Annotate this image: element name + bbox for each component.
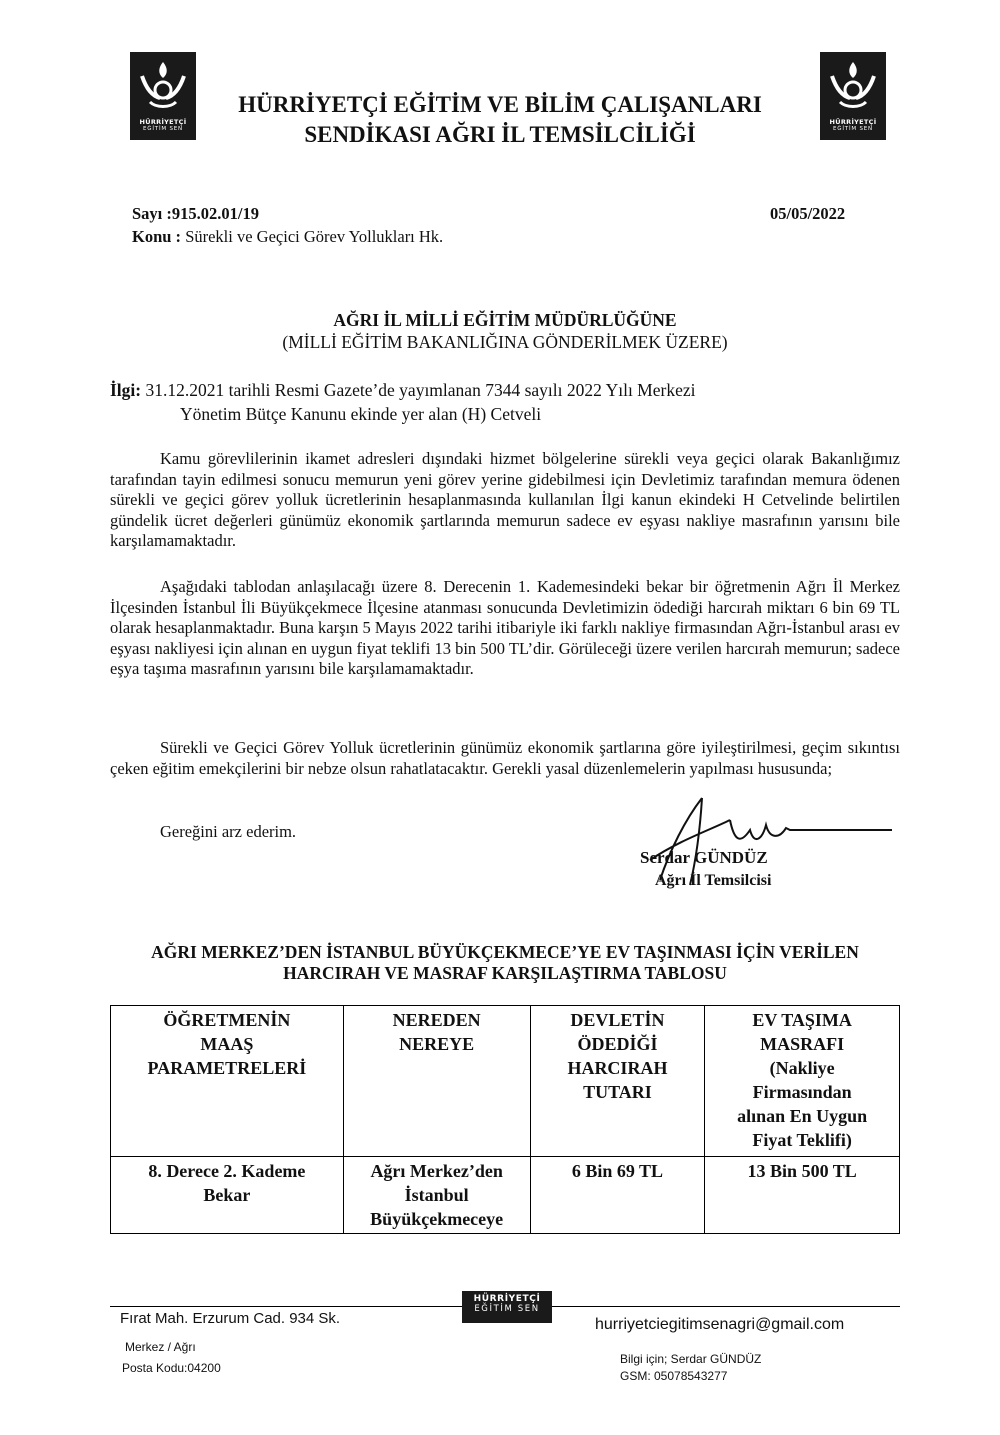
header-cell-salary bbox=[111, 1006, 344, 1157]
logo-emblem-icon bbox=[826, 58, 880, 116]
footer-gsm: GSM: 05078543277 bbox=[620, 1369, 728, 1383]
cell-text: Ağrı Merkez’den bbox=[370, 1161, 503, 1181]
header-text: alınan En Uygun bbox=[737, 1106, 868, 1126]
header-text: HARCIRAH bbox=[567, 1058, 668, 1078]
sayi-line bbox=[132, 204, 259, 224]
header-text: NEREYE bbox=[399, 1034, 475, 1054]
org-name-line2: SENDİKASI AĞRI İL TEMSİLCİLİĞİ bbox=[304, 122, 696, 147]
body-paragraph-2: Aşağıdaki tablodan anlaşılacağı üzere 8. Derecenin 1. Kademesindeki bekar bir öğretmenin Ağrı İl Merkez İlçesinden İstanbul İli Büyükçekmece İlçesine atanması sonucunda Devletimizin ödediği harcırah miktarı 6 bin 69 TL olarak hesaplanmaktadır. Buna karşın 5 Mayıs 2022 tarihi itibariyle iki farklı nakliye firmasından Ağrı-İstanbul arası ev eşyası nakliyesi için alınan en uygun fiyat teklifi 13 bin 500 TL’dir. Görüleceği üzere verilen harcırah memurun; sadece eşya taşıma masrafının yarısını bile karşılamamaktadır. bbox=[110, 577, 900, 678]
ilgi-label: İlgi: bbox=[110, 380, 142, 400]
header-text: (Nakliye bbox=[769, 1058, 835, 1078]
header-text: ÖDEDİĞİ bbox=[577, 1034, 658, 1054]
table-title-line2: HARCIRAH VE MASRAF KARŞILAŞTIRMA TABLOSU bbox=[283, 963, 727, 983]
sayi-value: :915.02.01/19 bbox=[166, 204, 259, 223]
logo-text-top: HÜRRİYETÇİ bbox=[139, 118, 187, 126]
footer-badge bbox=[462, 1291, 552, 1323]
header-text: DEVLETİN bbox=[570, 1010, 665, 1030]
konu-label: Konu : bbox=[132, 227, 182, 246]
cell-text: İstanbul bbox=[404, 1185, 469, 1205]
header-text: NEREDEN bbox=[392, 1010, 481, 1030]
ilgi-text-line2: Yönetim Bütçe Kanunu ekinde yer alan (H) Cetveli bbox=[180, 404, 542, 424]
header-text: MASRAFI bbox=[760, 1034, 845, 1054]
footer-badge-bottom: EĞİTİM SEN bbox=[474, 1304, 540, 1314]
logo-emblem-icon bbox=[136, 58, 190, 116]
cell-text: Büyükçekmeceye bbox=[370, 1209, 504, 1229]
signature-title: Ağrı İl Temsilcisi bbox=[655, 872, 772, 889]
table-row bbox=[111, 1157, 900, 1234]
header-text: TUTARI bbox=[583, 1082, 652, 1102]
header-text: PARAMETRELERİ bbox=[147, 1058, 307, 1078]
header-text: EV TAŞIMA bbox=[752, 1010, 852, 1030]
footer-email-link[interactable]: hurriyetciegitimsenagri@gmail.com bbox=[595, 1316, 845, 1333]
logo-left bbox=[130, 52, 196, 140]
footer-postcode: Posta Kodu:04200 bbox=[122, 1361, 221, 1375]
header-text: MAAŞ bbox=[200, 1034, 254, 1054]
sayi-label: Sayı bbox=[132, 204, 163, 223]
header-cell-allowance bbox=[530, 1006, 705, 1157]
closing-text: Gereğini arz ederim. bbox=[160, 822, 297, 841]
logo-text-top: HÜRRİYETÇİ bbox=[829, 118, 877, 126]
header-cell-moving-cost bbox=[705, 1006, 900, 1157]
comparison-table bbox=[110, 1005, 900, 1234]
body-paragraph-1: Kamu görevlilerinin ikamet adresleri dışındaki hizmet bölgelerine sürekli veya geçici olarak Bakanlığımız tarafından tayin edilmesi sonucu memurun yeni görev yerine gidebilmesi için Devletimiz tarafından memura ödenen sürekli ve geçici görev yolluk ücretlerinin hesaplanmasında kullanılan İlgi kanun ekindeki H Cetvelinde belirtilen gündelik ücret değerleri günümüz ekonomik şartlarında memurun sadece ev eşyası nakliye masrafının yarısını bile karşılamamaktadır. bbox=[110, 449, 900, 550]
konu-value: Sürekli ve Geçici Görev Yollukları Hk. bbox=[181, 227, 444, 246]
footer-info: Bilgi için; Serdar GÜNDÜZ bbox=[620, 1352, 762, 1366]
addressee-line2: (MİLLİ EĞİTİM BAKANLIĞINA GÖNDERİLMEK ÜZERE) bbox=[282, 332, 728, 352]
logo-text-bottom: EĞİTİM SEN bbox=[833, 126, 873, 132]
header-text: Fiyat Teklifi) bbox=[752, 1130, 852, 1150]
cell-text: 8. Derece 2. Kademe bbox=[148, 1161, 306, 1181]
signature-name: Serdar GÜNDÜZ bbox=[640, 848, 768, 867]
org-name-line1: HÜRRİYETÇİ EĞİTİM VE BİLİM ÇALIŞANLARI bbox=[238, 92, 762, 117]
ilgi-line1 bbox=[110, 380, 696, 401]
cell-text: 6 Bin 69 TL bbox=[571, 1161, 664, 1181]
cell-text: Bekar bbox=[203, 1185, 251, 1205]
footer-address-line1: Fırat Mah. Erzurum Cad. 934 Sk. bbox=[120, 1310, 341, 1327]
logo-text-bottom: EĞİTİM SEN bbox=[143, 126, 183, 132]
body-paragraph-3: Sürekli ve Geçici Görev Yolluk ücretlerinin günümüz ekonomik şartlarına göre iyileştirilmesi, geçim sıkıntısı çeken eğitim emekçilerini bir nebze olsun rahatlatacaktır. Gerekli yasal düzenlemelerin yapılması hususunda; bbox=[110, 738, 900, 778]
addressee-line1: AĞRI İL MİLLİ EĞİTİM MÜDÜRLÜĞÜNE bbox=[333, 310, 677, 330]
footer-address-line2: Merkez / Ağrı bbox=[125, 1340, 196, 1354]
document-date: 05/05/2022 bbox=[770, 204, 846, 223]
footer-badge-top: HÜRRİYETÇİ bbox=[473, 1294, 541, 1304]
header-cell-route bbox=[343, 1006, 530, 1157]
table-header-row bbox=[111, 1006, 900, 1157]
header-text: ÖĞRETMENİN bbox=[163, 1010, 291, 1030]
logo-right bbox=[820, 52, 886, 140]
table-title-line1: AĞRI MERKEZ’DEN İSTANBUL BÜYÜKÇEKMECE’YE EV TAŞINMASI İÇİN VERİLEN bbox=[151, 942, 859, 962]
cell-route bbox=[343, 1157, 530, 1234]
cell-moving-cost bbox=[705, 1157, 900, 1234]
cell-salary bbox=[111, 1157, 344, 1234]
cell-text: 13 Bin 500 TL bbox=[747, 1161, 857, 1181]
konu-line bbox=[132, 227, 443, 247]
ilgi-text-line1: 31.12.2021 tarihli Resmi Gazete’de yayımlanan 7344 sayılı 2022 Yılı Merkezi bbox=[141, 380, 696, 400]
header-text: Firmasından bbox=[752, 1082, 852, 1102]
cell-allowance bbox=[530, 1157, 705, 1234]
